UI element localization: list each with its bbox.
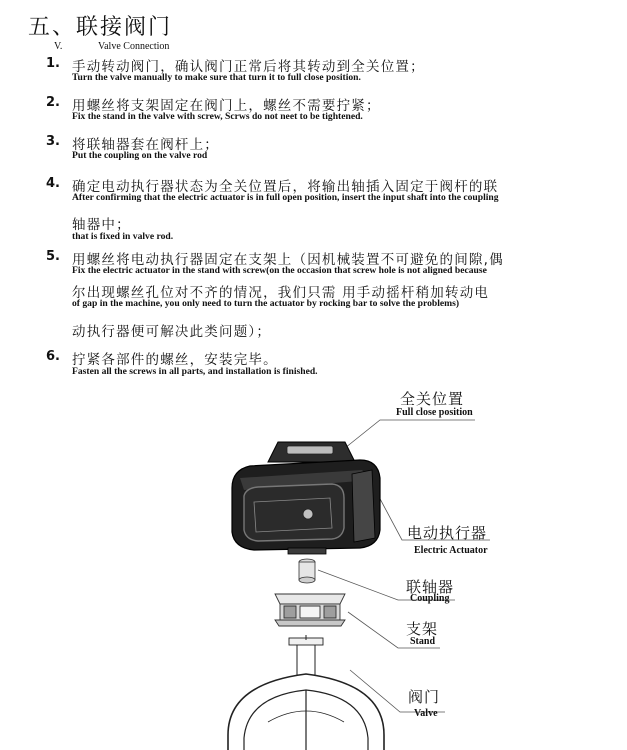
step-1-text-en: Turn the valve manually to make sure that turn it to full close position.	[72, 72, 361, 83]
electric-actuator-drawing	[232, 442, 380, 554]
step-6-text-en: Fasten all the screws in all parts, and installation is finished.	[72, 366, 318, 377]
step-5-text-en-line-2: of gap in the machine, you only need to turn the actuator by rocking bar to solve the problems)	[72, 298, 460, 309]
section-number-roman: V.	[54, 41, 63, 52]
section-title-english: Valve Connection	[98, 41, 170, 52]
leader-line-full-close	[330, 420, 475, 460]
step-5-text-cn-line-3: 动执行器便可解决此类问题）；	[72, 324, 272, 340]
step-5-number: 5.	[46, 249, 60, 264]
step-4-text-en-line-2: that is fixed in valve rod.	[72, 231, 174, 242]
stand-label-cn: 支架	[406, 620, 439, 638]
step-5-text-cn-line-1: 用螺丝将电动执行器固定在支架上（因机械装置不可避免的间隙,偶	[72, 252, 504, 268]
coupling-label-en: Coupling	[410, 593, 450, 604]
step-5-text-en-line-1: Fix the electric actuator in the stand with screw(on the occasion that screw hole is not aligned because	[72, 265, 487, 276]
step-3-number: 3.	[46, 134, 60, 149]
electric-actuator-label-en: Electric Actuator	[414, 545, 488, 556]
electric-actuator-label-cn: 电动执行器	[407, 524, 488, 542]
position-indicator-window	[287, 446, 333, 454]
step-3-text-en: Put the coupling on the valve rod	[72, 150, 208, 161]
step-2-text-cn: 用螺丝将支架固定在阀门上，螺丝不需要拧紧；	[72, 98, 381, 114]
step-6-number: 6.	[46, 349, 60, 364]
coupling-label-cn: 联轴器	[406, 578, 455, 596]
step-4-text-cn-line-2: 轴器中；	[72, 217, 131, 233]
full-close-position-label-cn: 全关位置	[400, 390, 465, 408]
valve-label-cn: 阀门	[408, 688, 441, 706]
stand-drawing	[275, 594, 345, 626]
coupling-drawing	[299, 559, 315, 583]
step-1-text-cn: 手动转动阀门，确认阀门正常后将其转动到全关位置；	[72, 59, 425, 75]
stand-label-en: Stand	[410, 636, 436, 647]
step-4-text-en-line-1: After confirming that the electric actuator is in full open position, insert the input shaft into the coupling	[72, 192, 499, 203]
step-1-number: 1.	[46, 56, 60, 71]
step-2-text-en: Fix the stand in the valve with screw, Scrws do not neet to be tightened.	[72, 111, 363, 122]
step-6-text-cn: 拧紧各部件的螺丝，安装完毕。	[72, 352, 278, 368]
step-5-text-cn-line-2: 尔出现螺丝孔位对不齐的情况，我们只需 用手动摇杆稍加转动电	[72, 285, 490, 301]
valve-drawing	[228, 635, 384, 750]
full-close-position-label-en: Full close position	[396, 407, 473, 418]
step-3-text-cn: 将联轴器套在阀杆上；	[72, 137, 219, 153]
step-4-text-cn-line-1: 确定电动执行器状态为全关位置后，将输出轴插入固定于阀杆的联	[72, 179, 499, 195]
step-4-number: 4.	[46, 176, 60, 191]
section-title: 五、联接阀门	[28, 15, 173, 40]
valve-label-en: Valve	[414, 708, 438, 719]
step-2-number: 2.	[46, 95, 60, 110]
